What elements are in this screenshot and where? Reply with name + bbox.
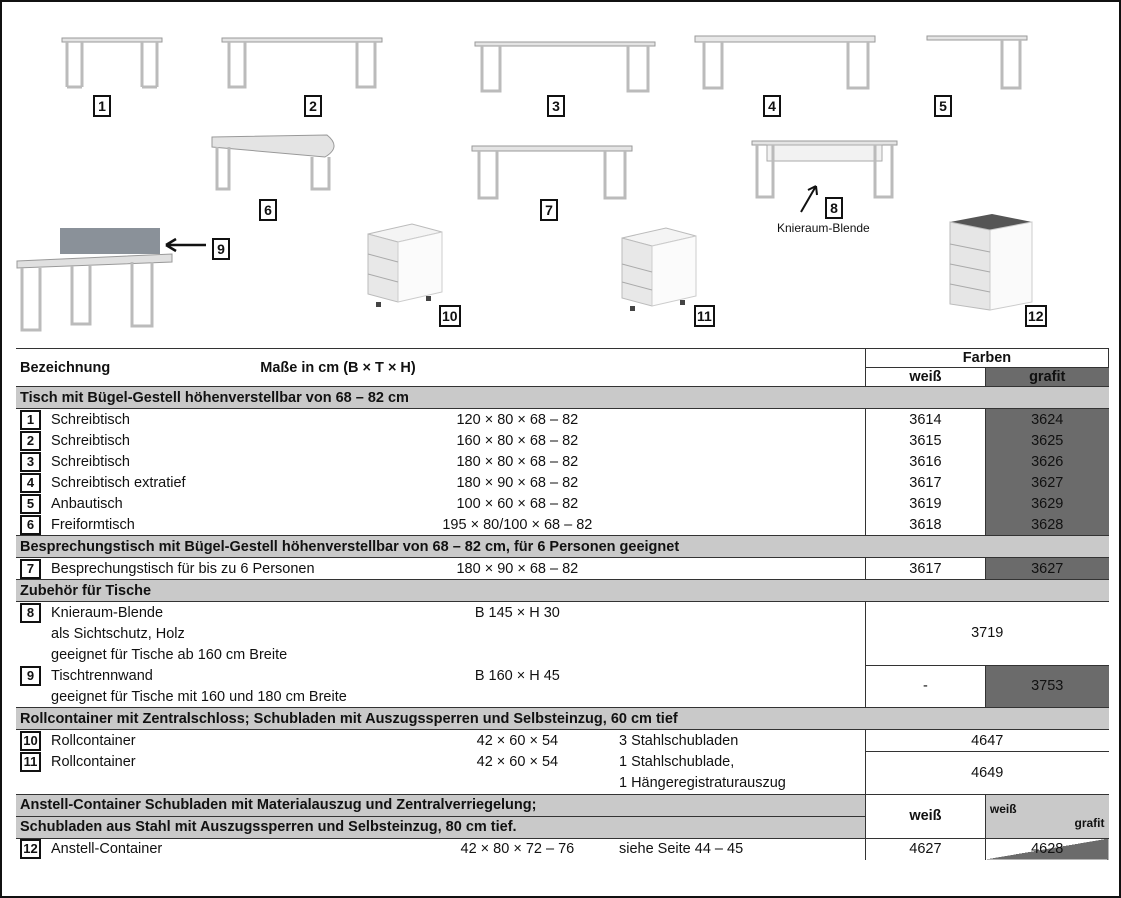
- table-row: 7 Besprechungstisch für bis zu 6 Personen 180 × 90 × 68 – 82 3617 3627: [16, 558, 1109, 580]
- section-zubehoer: Zubehör für Tische: [16, 580, 1109, 602]
- knieraum-caption: Knieraum-Blende: [777, 221, 870, 235]
- table-row: 10 Rollcontainer 42 × 60 × 54 3 Stahlschubladen 4647: [16, 730, 1109, 752]
- label-1: 1: [93, 95, 111, 117]
- product-table: Bezeichnung Maße in cm (B × T × H) Farben weiß grafit Tisch mit Bügel-Gestell höhenverstellbar von 68 – 82 cm 1 Schreibtisch 120 × 80 × 68 – 82 3614 3624 2 Schreibtisch 160 × 80 × 68 – 82 3615 3625 3 Schreibtisch 180 × 80 × 68 – 82 3616 3626 4 Schreibtisch extratief 180 × 90 × 68 – 82 3617 3627 5 Anbautisch 100 × 60 × 68 – 82 3619 3629 6 Freiformtisch 195 × 80/100 × 68 – 82 3618 3628 Besprechungstisch mit Bügel-Gestell höhenverstellbar von 68 – 82 cm, für 6 Personen geeignet 7 Besprechungstisch für bis zu 6 Personen 180 × 90 × 68 – 82 3617 3627 Zubehör für Tische 8 Knieraum-Blende B 145 × H 30 3719 als Sichtschutz, Holz geeignet für Tische ab 160 cm Breite 9 Tischtrennwand B 160 × H 45 - 3753 geeignet für Tische mit 160 und 180 cm Breite Rollcontainer mit Zentralschloss; Schubladen mit Auszugssperren und Selbsteinzug, 60 cm tief 10 Rollcontainer 42 × 60 × 54 3 Stahlschubladen 4647 11 Rollcontainer 42 × 60 × 54 1 Stahlschublade, 4649 1 Hängeregistraturauszug Anstell-Container Schubladen mit Materialauszug und Zentralverriegelung; weiß weiß grafit Schubladen aus Stahl mit Auszugssperren und Selbsteinzug, 80 cm tief. 12 Anstell-Container 42 × 80 × 72 – 76 siehe Seite 44 – 45 4627 4628: [16, 348, 1109, 860]
- section-rollcontainer: Rollcontainer mit Zentralschloss; Schubladen mit Auszugssperren und Selbsteinzug, 60 cm tief: [16, 708, 1109, 730]
- label-10: 10: [439, 305, 461, 327]
- table-row: 5 Anbautisch 100 × 60 × 68 – 82 3619 3629: [16, 493, 1109, 514]
- table-row: 2 Schreibtisch 160 × 80 × 68 – 82 3615 3625: [16, 430, 1109, 451]
- container-image-12: [946, 212, 1036, 312]
- table-row: 3 Schreibtisch 180 × 80 × 68 – 82 3616 3626: [16, 451, 1109, 472]
- label-6: 6: [259, 199, 277, 221]
- label-5: 5: [934, 95, 952, 117]
- table-row: 8 Knieraum-Blende B 145 × H 30 3719: [16, 602, 1109, 624]
- desk-image-2: [217, 32, 387, 92]
- label-12: 12: [1025, 305, 1047, 327]
- section-anstell-1: Anstell-Container Schubladen mit Materialauszug und Zentralverriegelung;: [16, 794, 865, 816]
- table-row: 11 Rollcontainer 42 × 60 × 54 1 Stahlschublade, 4649: [16, 752, 1109, 773]
- section-besprechung: Besprechungstisch mit Bügel-Gestell höhenverstellbar von 68 – 82 cm, für 6 Personen geeignet: [16, 536, 1109, 558]
- col-farben: Farben: [865, 349, 1108, 368]
- arrow-icon-9: [162, 236, 208, 254]
- col-masse: Maße in cm (B × T × H): [260, 359, 416, 376]
- table-row: 9 Tischtrennwand B 160 × H 45 - 3753: [16, 665, 1109, 686]
- section-tisch: Tisch mit Bügel-Gestell höhenverstellbar von 68 – 82 cm: [16, 387, 1109, 409]
- product-photos: [2, 2, 1119, 348]
- label-9: 9: [212, 238, 230, 260]
- table-row: 1 Schreibtisch 120 × 80 × 68 – 82 3614 3624: [16, 409, 1109, 431]
- table-row: 4 Schreibtisch extratief 180 × 90 × 68 – 82 3617 3627: [16, 472, 1109, 493]
- table-row: 12 Anstell-Container 42 × 80 × 72 – 76 siehe Seite 44 – 45 4627 4628: [16, 838, 1109, 860]
- col-weiss: weiß: [865, 368, 985, 387]
- label-4: 4: [763, 95, 781, 117]
- label-8: 8: [825, 197, 843, 219]
- desk-image-4: [690, 30, 880, 95]
- desk-image-9: [12, 226, 177, 336]
- desk-image-6: [207, 127, 347, 197]
- desk-image-3: [470, 36, 660, 96]
- container-image-10: [362, 220, 447, 310]
- label-2: 2: [304, 95, 322, 117]
- desk-image-1: [57, 32, 167, 92]
- table-row: 6 Freiformtisch 195 × 80/100 × 68 – 82 3618 3628: [16, 514, 1109, 536]
- desk-image-5: [922, 30, 1032, 95]
- label-3: 3: [547, 95, 565, 117]
- label-11: 11: [694, 305, 715, 327]
- desk-image-7: [467, 140, 637, 205]
- arrow-icon: [798, 182, 822, 214]
- col-grafit: grafit: [985, 368, 1108, 387]
- label-7: 7: [540, 199, 558, 221]
- section-anstell-2: Schubladen aus Stahl mit Auszugssperren und Selbsteinzug, 80 cm tief.: [16, 816, 865, 838]
- container-image-11: [616, 224, 701, 314]
- col-bezeichnung: Bezeichnung: [20, 359, 111, 376]
- table-header: [16, 349, 1109, 368]
